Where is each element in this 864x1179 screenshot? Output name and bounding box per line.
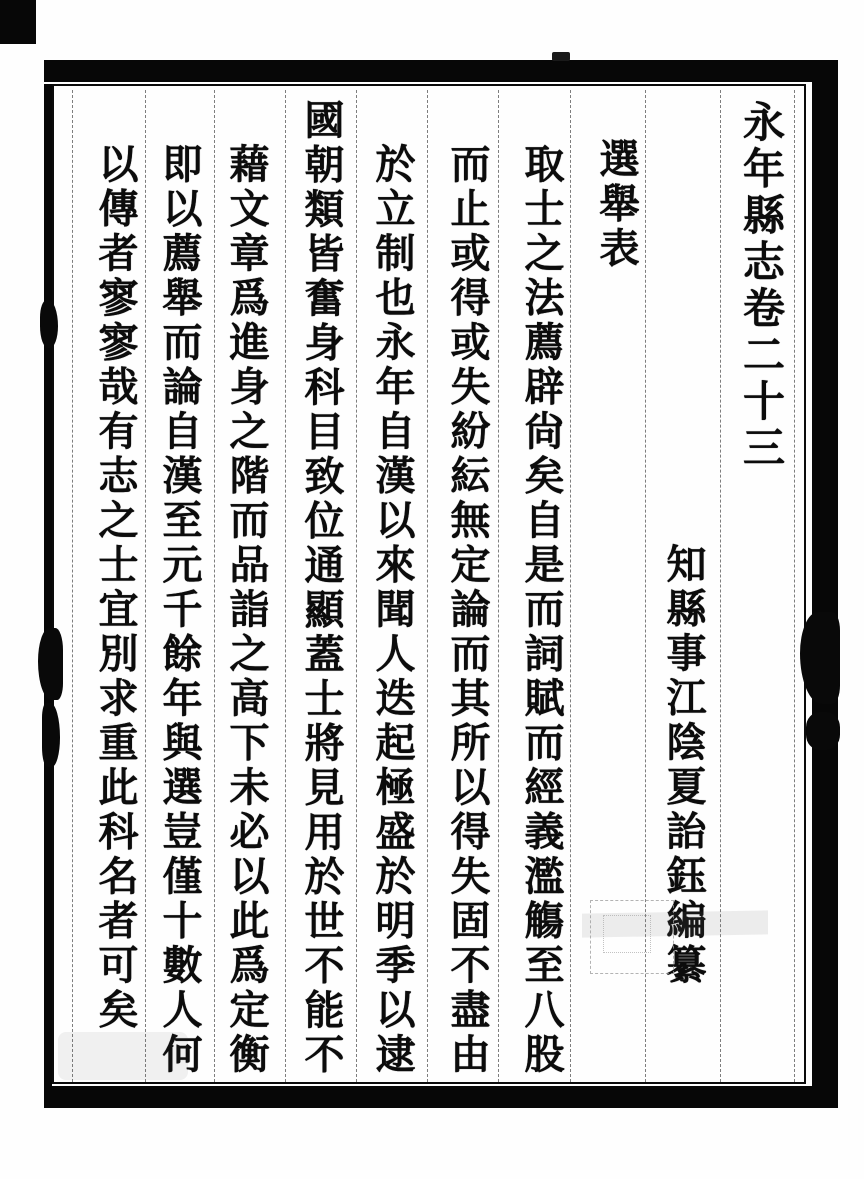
ink-blot <box>806 712 840 750</box>
page-border-right <box>812 62 838 1104</box>
column-rule <box>356 90 357 1082</box>
column-rule <box>285 90 286 1082</box>
scan-corner-block <box>0 0 36 44</box>
body-text-column-7: 以傳者寥寥哉有志之士宜別求重此科名者可矣 <box>93 143 138 1033</box>
column-rule <box>214 90 215 1082</box>
ink-blot <box>800 612 840 704</box>
ink-speck <box>552 52 570 61</box>
page-border-bottom <box>44 1086 838 1108</box>
page-border-left <box>44 84 52 1088</box>
body-text-column-6: 即以薦舉而論自漢至元千餘年與選豈僅十數人何 <box>157 143 202 1078</box>
column-rule <box>72 90 73 1082</box>
volume-title-column: 永年縣志卷二十三 <box>737 100 783 472</box>
column-rule <box>794 90 795 1082</box>
faint-stamp-mark <box>590 900 674 974</box>
section-heading-column: 選舉表 <box>594 138 639 272</box>
ink-blot <box>42 703 60 767</box>
body-text-column-4: 國朝類皆奮身科目致位通顯蓋士將見用於世不能不 <box>299 99 344 1078</box>
column-rule <box>570 90 571 1082</box>
column-rule <box>427 90 428 1082</box>
body-text-column-5: 藉文章爲進身之階而品詣之高下未必以此爲定衡 <box>224 143 269 1078</box>
page-border-top <box>44 60 838 82</box>
compiler-attribution-column: 知縣事江陰夏詒鈺編纂 <box>661 543 706 988</box>
body-text-column-1: 取士之法薦辟尙矣自是而詞賦而經義濫觴至八股 <box>519 143 564 1078</box>
column-rule <box>145 90 146 1082</box>
body-text-column-3: 於立制也永年自漢以來聞人迭起極盛於明季以逮 <box>370 143 415 1078</box>
ink-bleedthrough <box>58 1032 188 1080</box>
ink-blot <box>38 628 63 700</box>
column-rule <box>498 90 499 1082</box>
body-text-column-2: 而止或得或失紛紜無定論而其所以得失固不盡由 <box>445 143 490 1078</box>
ink-blot <box>40 300 58 348</box>
